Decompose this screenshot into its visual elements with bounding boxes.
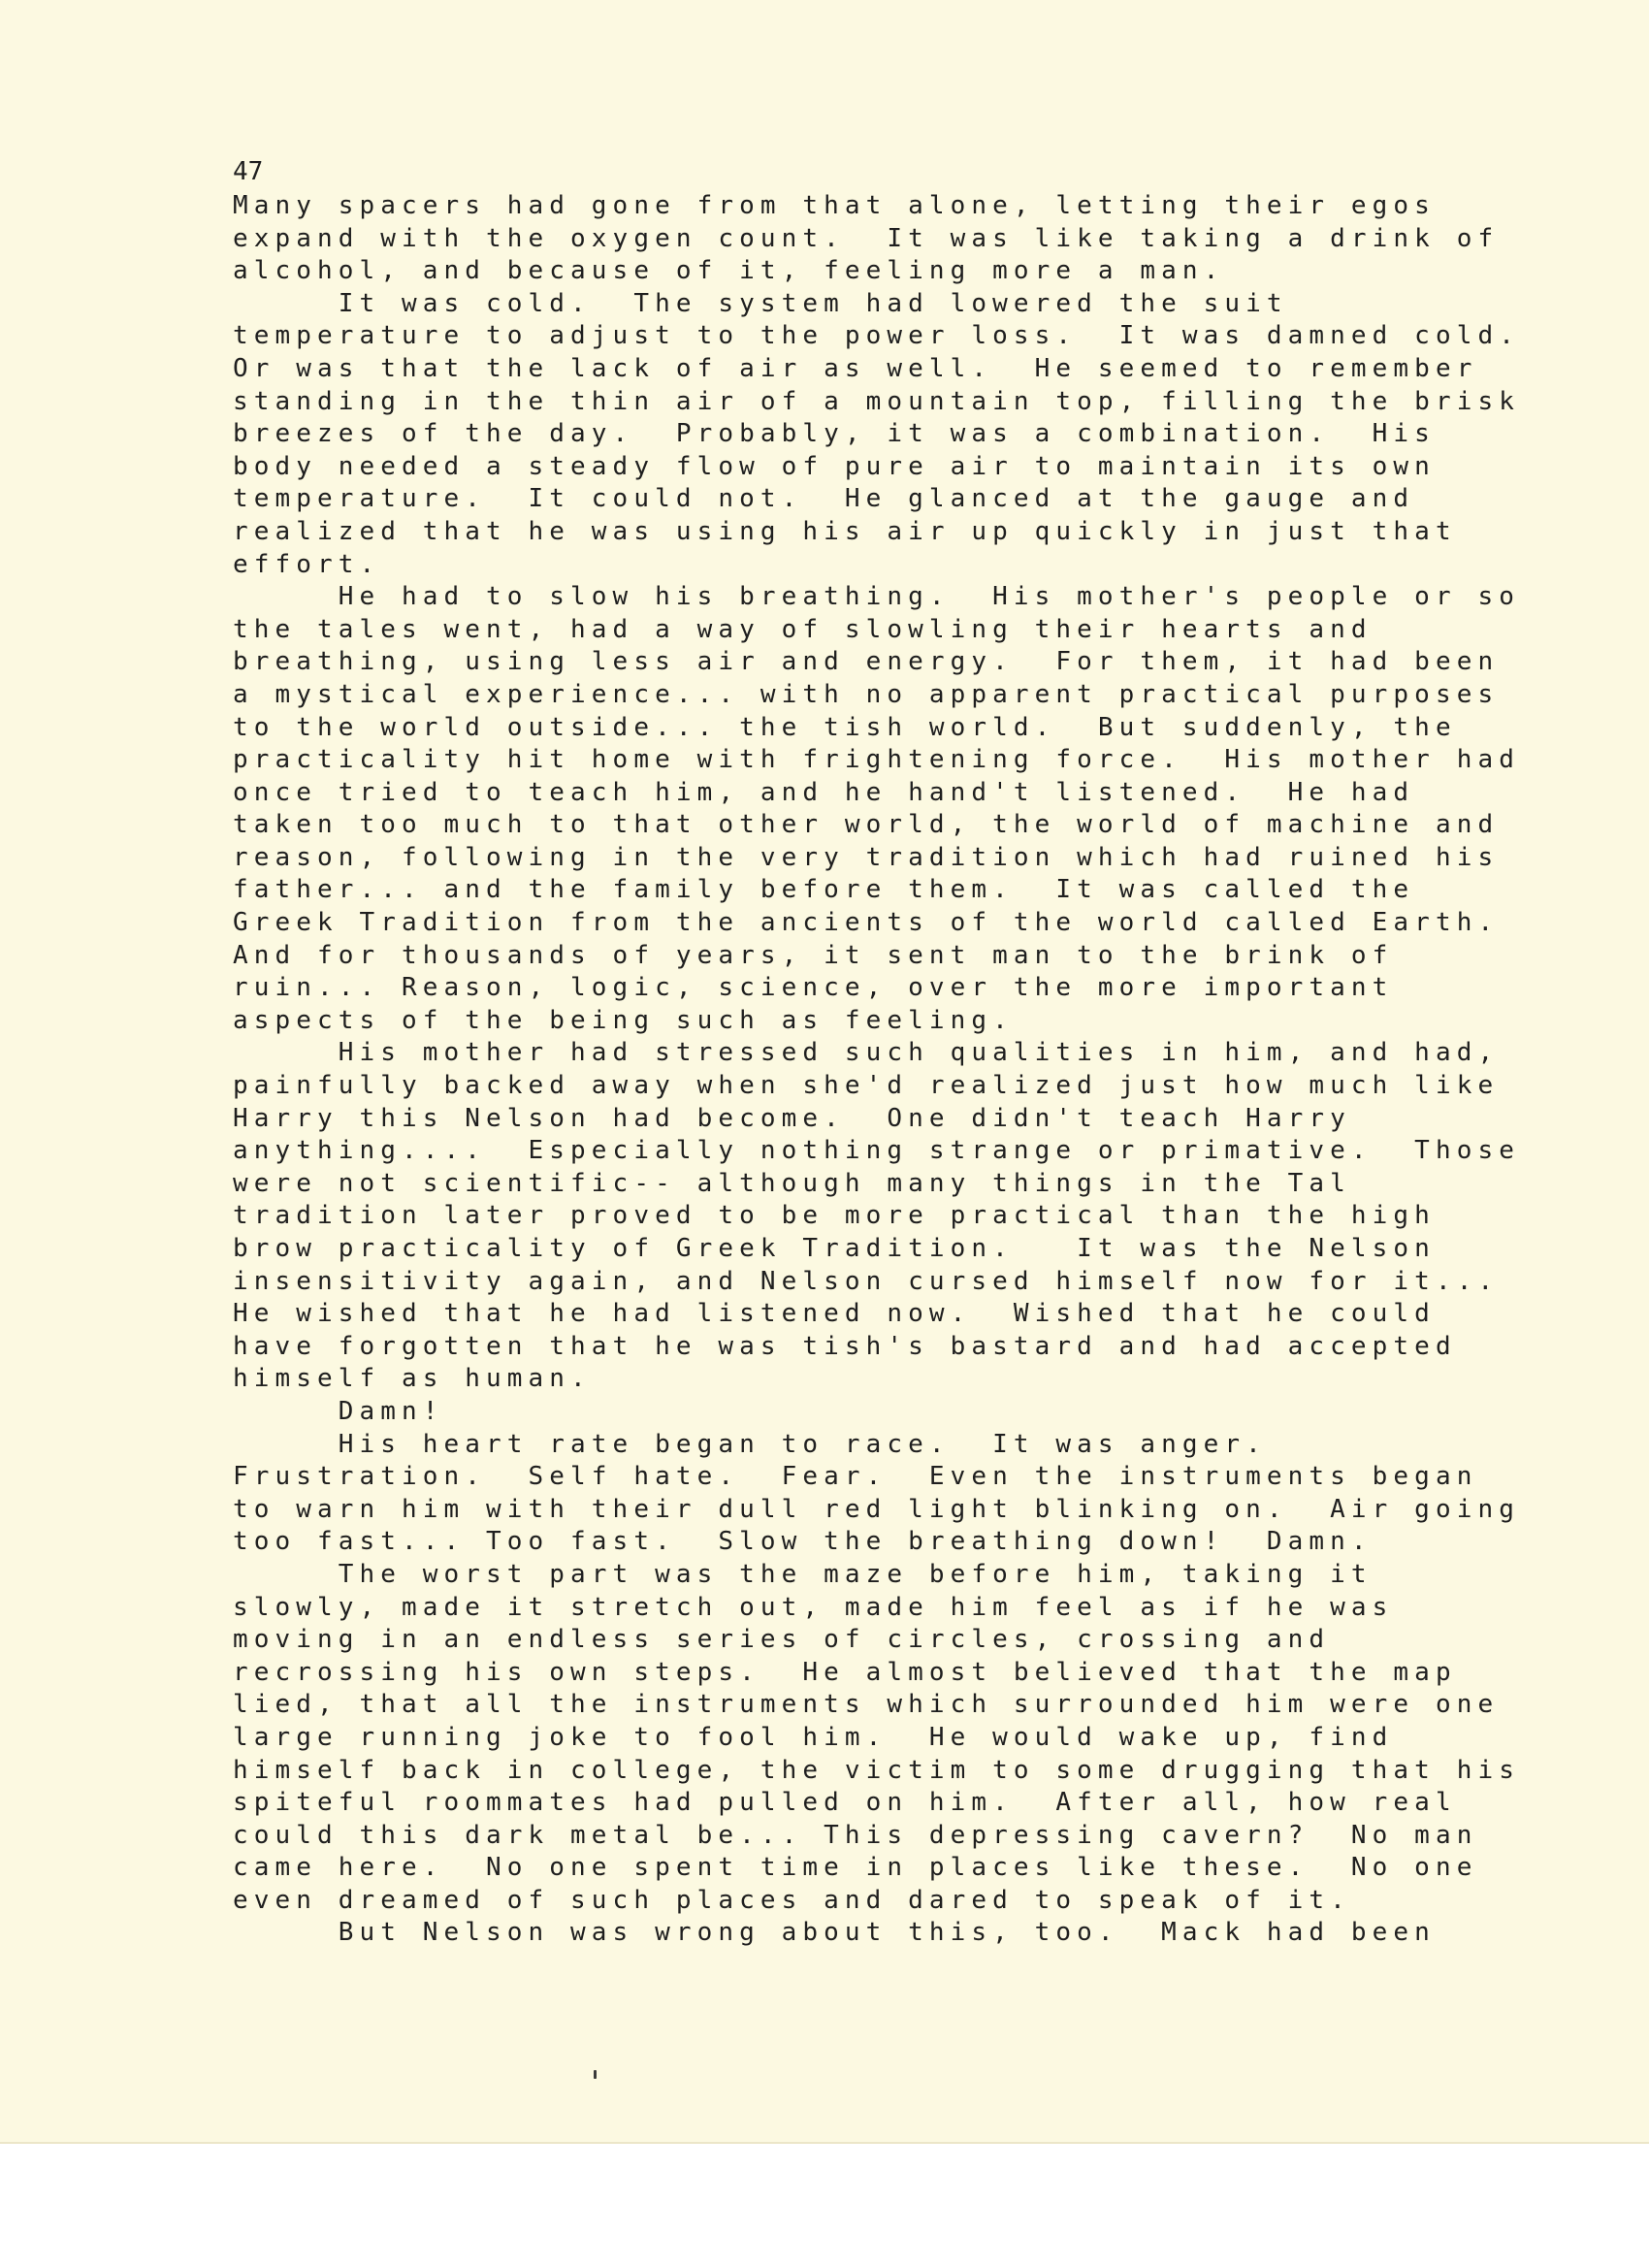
text-line: lied, that all the instruments which surrounded him were one [233, 1690, 1500, 1720]
text-line: Damn! [233, 1396, 444, 1426]
text-line: to warn him with their dull red light blinking on. Air going [233, 1494, 1520, 1524]
text-line: were not scientific-- although many things in the Tal [233, 1168, 1351, 1198]
text-line: a mystical experience... with no apparent practical purposes [233, 679, 1500, 709]
text-line: to the world outside... the tish world. But suddenly, the [233, 712, 1457, 742]
text-line: His mother had stressed such qualities in him, and had, [233, 1038, 1500, 1068]
text-line: temperature. It could not. He glanced at the gauge and [233, 484, 1415, 514]
text-line: He had to slow his breathing. His mother's people or so [233, 582, 1520, 612]
text-line: too fast... Too fast. Slow the breathing down! Damn. [233, 1527, 1373, 1557]
manuscript-body [233, 190, 1520, 1950]
text-line: the tales went, had a way of slowling their hearts and [233, 614, 1373, 644]
text-line: taken too much to that other world, the world of machine and [233, 810, 1500, 840]
text-line: once tried to teach him, and he hand't listened. He had [233, 777, 1415, 807]
text-line: father... and the family before them. It was called the [233, 875, 1415, 905]
text-line: alcohol, and because of it, feeling more a man. [233, 256, 1225, 286]
text-line: Greek Tradition from the ancients of the world called Earth. [233, 908, 1500, 938]
text-line: could this dark metal be... This depressing cavern? No man [233, 1820, 1478, 1850]
text-line: anything.... Especially nothing strange or primative. Those [233, 1136, 1520, 1166]
text-line: large running joke to fool him. He would wake up, find [233, 1722, 1394, 1752]
text-line: Frustration. Self hate. Fear. Even the instruments began [233, 1462, 1478, 1492]
text-line: breathing, using less air and energy. For them, it had been [233, 647, 1500, 677]
text-line: brow practicality of Greek Tradition. It was the Nelson [233, 1234, 1436, 1263]
text-line: reason, following in the very tradition which had ruined his [233, 842, 1500, 872]
text-line: slowly, made it stretch out, made him feel as if he was [233, 1592, 1394, 1622]
text-line: And for thousands of years, it sent man to the brink of [233, 940, 1394, 970]
page-number: 47 [233, 157, 264, 186]
text-line: The worst part was the maze before him, taking it [233, 1559, 1373, 1589]
text-line: painfully backed away when she'd realized just how much like [233, 1071, 1500, 1101]
text-line: temperature to adjust to the power loss. It was damned cold. [233, 321, 1520, 351]
text-line: Many spacers had gone from that alone, letting their egos [233, 191, 1436, 220]
text-line: aspects of the being such as feeling. [233, 1005, 1014, 1035]
text-line: effort. [233, 549, 381, 579]
text-line: body needed a steady flow of pure air to maintain its own [233, 451, 1436, 481]
text-line: He wished that he had listened now. Wished that he could [233, 1299, 1436, 1329]
text-line: have forgotten that he was tish's bastard and had accepted [233, 1331, 1457, 1361]
text-line: expand with the oxygen count. It was like taking a drink of [233, 223, 1500, 253]
text-line: came here. No one spent time in places like these. No one [233, 1853, 1478, 1883]
text-line: even dreamed of such places and dared to speak of it. [233, 1885, 1351, 1915]
text-line: realized that he was using his air up quickly in just that [233, 516, 1457, 546]
text-line: practicality hit home with frightening force. His mother had [233, 745, 1520, 775]
text-line: standing in the thin air of a mountain top, filling the brisk [233, 386, 1520, 416]
text-line: himself as human. [233, 1364, 592, 1394]
text-line: recrossing his own steps. He almost believed that the map [233, 1657, 1457, 1687]
text-line: ruin... Reason, logic, science, over the more important [233, 973, 1394, 1003]
text-line: Harry this Nelson had become. One didn't teach Harry [233, 1103, 1351, 1133]
text-line: But Nelson was wrong about this, too. Mack had been [233, 1918, 1436, 1948]
text-line: spiteful roommates had pulled on him. After all, how real [233, 1788, 1457, 1818]
text-line: breezes of the day. Probably, it was a combination. His [233, 419, 1436, 449]
text-line: himself back in college, the victim to some drugging that his [233, 1755, 1520, 1785]
text-line: insensitivity again, and Nelson cursed himself now for it... [233, 1266, 1500, 1296]
page-bottom-edge [0, 2142, 1649, 2144]
text-line: moving in an endless series of circles, crossing and [233, 1625, 1331, 1655]
text-line: Or was that the lack of air as well. He seemed to remember [233, 353, 1478, 383]
ink-speck [594, 2070, 597, 2079]
text-line: It was cold. The system had lowered the suit [233, 288, 1288, 318]
text-line: His heart rate began to race. It was anger. [233, 1429, 1267, 1459]
text-line: tradition later proved to be more practical than the high [233, 1201, 1436, 1231]
